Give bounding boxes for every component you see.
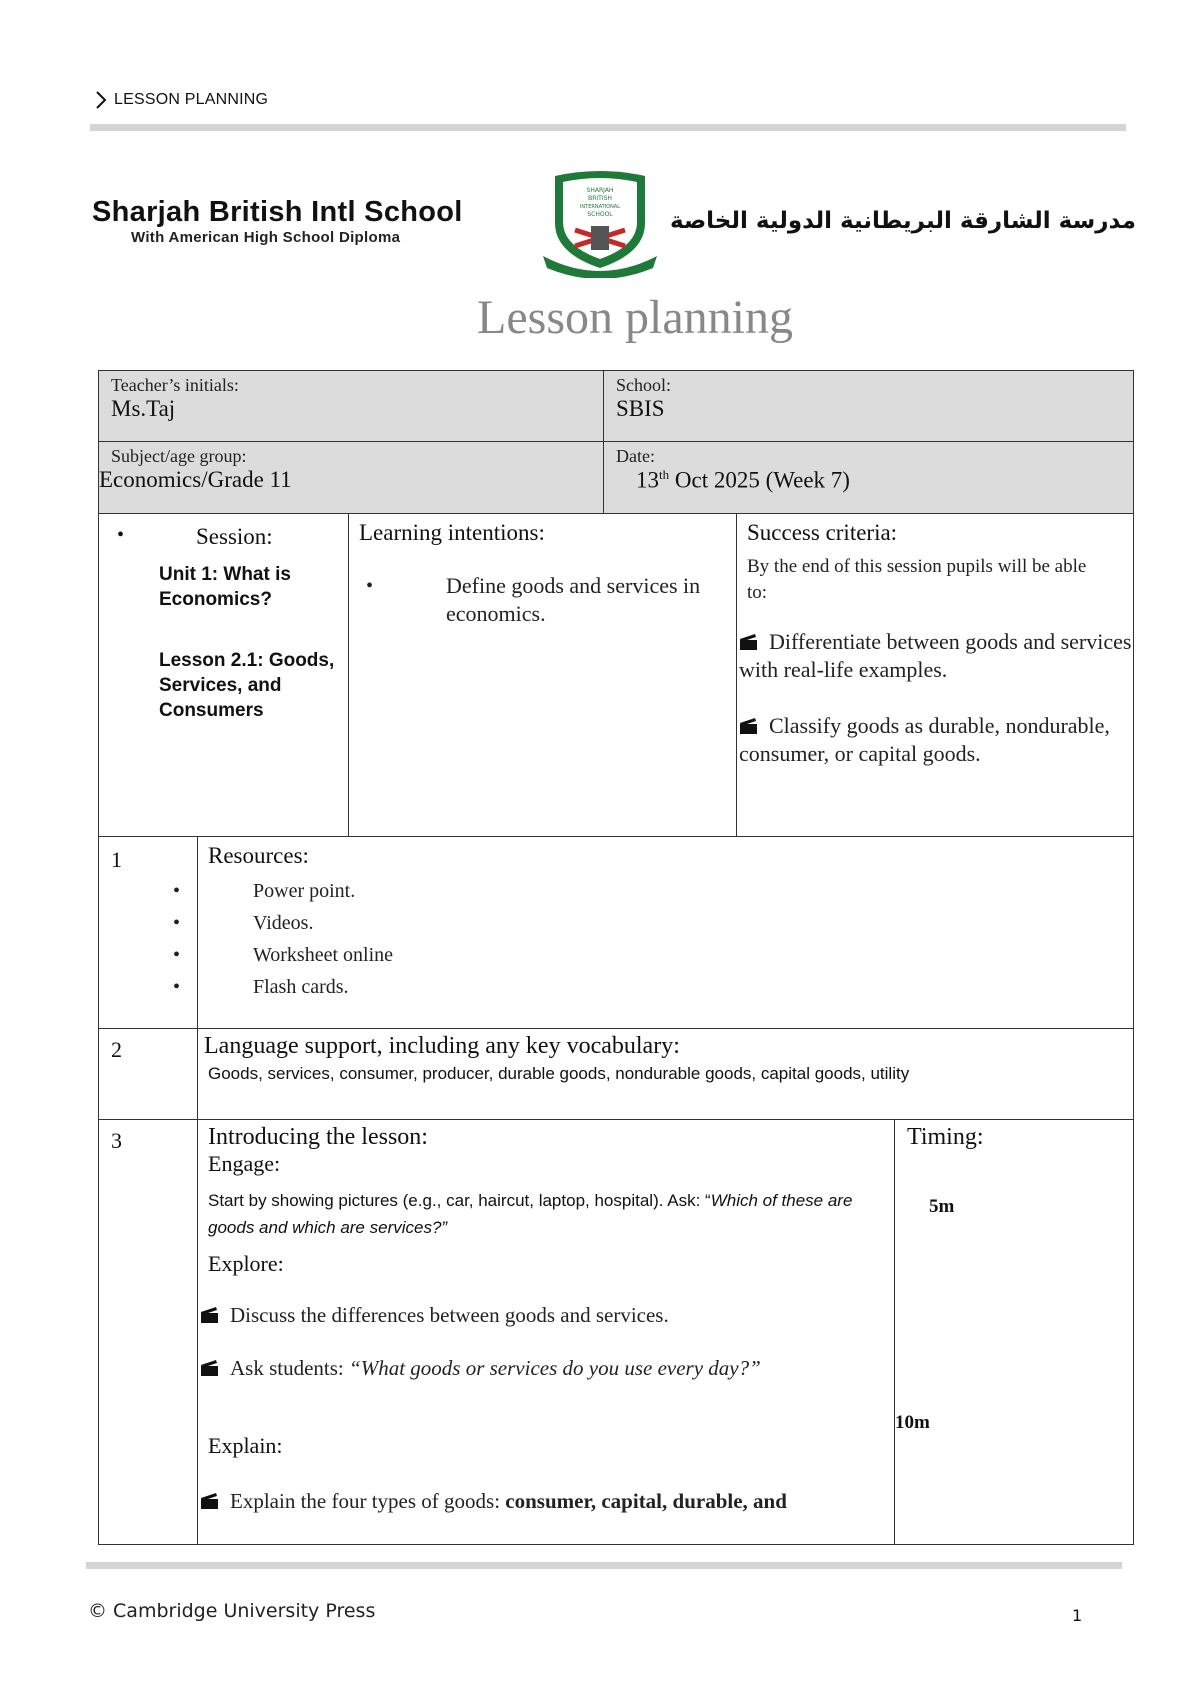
explore-item-2: Ask students: “What goods or services do you use every day?” <box>198 1328 894 1381</box>
copyright: © Cambridge University Press <box>88 1600 376 1622</box>
info-table <box>98 370 1134 514</box>
subject-cell <box>99 442 604 514</box>
date-label: Date: <box>616 446 655 466</box>
running-header <box>92 90 268 110</box>
learning-cell <box>349 514 737 837</box>
table-row <box>99 1120 1134 1545</box>
row-number: 3 <box>99 1120 198 1545</box>
success-label: Success criteria: <box>747 520 898 545</box>
teacher-cell <box>99 371 604 442</box>
clapperboard-icon <box>739 717 759 735</box>
engage-text: Start by showing pictures (e.g., car, haircut, laptop, hospital). Ask: “Which of these are goods and which are services?” <box>208 1191 853 1237</box>
clapperboard-icon <box>739 633 759 651</box>
svg-text:SHARJAH: SHARJAH <box>586 187 614 194</box>
school-label: School: <box>616 375 672 395</box>
page-number: 1 <box>1072 1606 1083 1625</box>
school-name-arabic: مدرسة الشارقة البريطانية الدولية الخاصة <box>670 208 1137 234</box>
explore-label: Explore: <box>208 1251 284 1276</box>
school-value: SBIS <box>616 396 665 421</box>
list-item: Power point. <box>253 880 356 902</box>
school-cell <box>604 371 1134 442</box>
session-lesson: Lesson 2.1: Goods, Services, and Consumers <box>159 650 335 721</box>
date-rest: Oct 2025 (Week 7) <box>669 467 850 493</box>
date-sup: th <box>659 467 670 482</box>
learning-item-1: Define goods and services in economics. <box>446 573 701 626</box>
header-rule <box>90 124 1126 131</box>
date-day: 13 <box>636 467 659 493</box>
session-unit: Unit 1: What is Economics? <box>159 564 291 610</box>
success-item-1: Differentiate between goods and services with real-life examples. <box>739 629 1132 682</box>
clapperboard-icon <box>200 1306 220 1324</box>
date-value <box>604 467 1133 494</box>
list-item: Flash cards. <box>253 976 349 998</box>
clapperboard-icon <box>200 1492 220 1510</box>
crest-icon <box>535 168 665 278</box>
session-cell <box>99 514 349 837</box>
row-number: 1 <box>99 837 198 1029</box>
table-row <box>99 837 1134 1029</box>
svg-text:BRITISH: BRITISH <box>588 195 612 202</box>
timing-cell <box>895 1120 1134 1545</box>
teacher-value: Ms.Taj <box>111 396 176 421</box>
language-vocab: Goods, services, consumer, producer, durable goods, nondurable goods, capital goods, utility <box>208 1064 910 1083</box>
footer-rule <box>86 1562 1122 1569</box>
success-cell <box>737 514 1134 837</box>
session-label: Session: <box>196 524 273 549</box>
page-title: Lesson planning <box>477 291 793 344</box>
table-row <box>99 1029 1134 1120</box>
school-crest <box>535 168 665 283</box>
plan-table <box>98 836 1134 1545</box>
teacher-label: Teacher’s initials: <box>111 375 239 395</box>
engage-label: Engage: <box>208 1151 281 1176</box>
language-cell <box>198 1029 1134 1120</box>
list-item: Videos. <box>253 912 314 934</box>
breadcrumb: LESSON PLANNING <box>114 91 269 108</box>
explain-item-1: Explain the four types of goods: consumer, capital, durable, and <box>198 1459 894 1514</box>
svg-text:SCHOOL: SCHOOL <box>587 211 613 218</box>
row-number: 2 <box>99 1029 198 1120</box>
resources-list <box>198 869 1133 1003</box>
success-item-2: Classify goods as durable, nondurable, consumer, or capital goods. <box>739 713 1110 766</box>
success-intro: By the end of this session pupils will be able to: <box>747 556 1087 603</box>
subject-label: Subject/age group: <box>111 446 247 466</box>
explore-item-1: Discuss the differences between goods and services. <box>198 1277 894 1328</box>
subject-value: Economics/Grade 11 <box>99 467 292 492</box>
svg-text:INTERNATIONAL: INTERNATIONAL <box>579 204 621 210</box>
date-cell <box>604 442 1134 514</box>
timing-label: Timing: <box>907 1124 984 1150</box>
session-table <box>98 513 1134 837</box>
intro-label: Introducing the lesson: <box>208 1124 428 1150</box>
chevron-right-icon <box>92 90 110 110</box>
resources-label: Resources: <box>208 843 309 868</box>
list-item: Worksheet online <box>253 944 394 966</box>
school-subtitle: With American High School Diploma <box>131 229 401 246</box>
school-logo-text <box>92 196 463 246</box>
explain-label: Explain: <box>208 1433 283 1458</box>
resources-cell <box>198 837 1134 1029</box>
intro-cell <box>198 1120 895 1545</box>
school-name: Sharjah British Intl School <box>92 196 463 228</box>
learning-label: Learning intentions: <box>359 520 545 545</box>
timing-engage: 5m <box>929 1196 955 1217</box>
language-label: Language support, including any key vocabulary: <box>204 1033 680 1059</box>
clapperboard-icon <box>200 1359 220 1377</box>
timing-explore: 10m <box>895 1412 930 1433</box>
